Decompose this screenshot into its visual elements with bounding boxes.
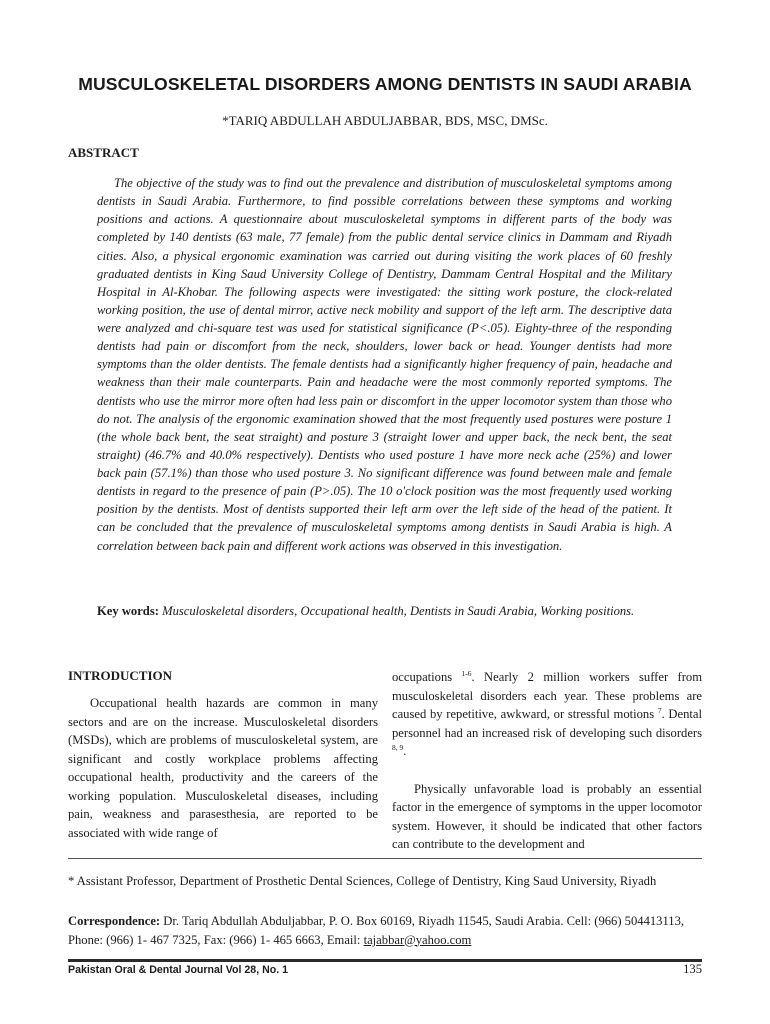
- introduction-paragraph-1-continued: [392, 668, 702, 761]
- footnote-divider: [68, 858, 702, 859]
- keywords-text: Musculoskeletal disorders, Occupational health, Dentists in Saudi Arabia, Working positions.: [162, 604, 635, 618]
- correspondence: [68, 912, 702, 949]
- left-column: [68, 668, 378, 842]
- correspondence-text: Dr. Tariq Abdullah Abduljabbar, P. O. Box 60169, Riyadh 11545, Saudi Arabia. Cell: (966) 504413113, Phone: (966) 1- 467 7325, Fax: (966) 1- 465 6663, Email:: [68, 914, 685, 947]
- continued-text-a: occupations: [392, 670, 453, 684]
- keywords: [97, 602, 672, 622]
- footer-divider: [68, 959, 702, 962]
- continued-text-b: . Nearly 2 million workers suffer from musculoskeletal disorders each year. These problems are caused by repetitive, awkward, or stressful motions: [392, 670, 702, 721]
- introduction-paragraph-1: Occupational health hazards are common in many sectors and are on the increase. Musculoskeletal disorders (MSDs), which are problems of musculoskeletal system, are significant and costly workplace problems affecting occupational health, productivity and the careers of the working population. Musculoskeletal diseases, including pain, weakness and parasesthesia, are reported to be associated with wide range of: [68, 696, 378, 840]
- continued-text-c: . Dental personnel had an increased risk of developing such disorders: [392, 707, 702, 740]
- keywords-label: Key words:: [97, 604, 159, 618]
- page-number: 135: [683, 962, 702, 976]
- citation-ref: 7: [657, 706, 662, 715]
- author-line: *TARIQ ABDULLAH ABDULJABBAR, BDS, MSC, DMSc.: [222, 113, 548, 128]
- correspondence-label: Correspondence:: [68, 914, 161, 928]
- right-column: [392, 668, 702, 854]
- citation-ref: 8, 9: [392, 743, 404, 752]
- article-title: MUSCULOSKELETAL DISORDERS AMONG DENTISTS IN SAUDI ARABIA: [78, 74, 692, 94]
- author-affiliation: * Assistant Professor, Department of Prosthetic Dental Sciences, College of Dentistry, King Saud University, Riyadh: [68, 874, 657, 888]
- abstract-heading: ABSTRACT: [68, 145, 139, 160]
- email-link[interactable]: tajabbar@yahoo.com: [363, 932, 472, 947]
- citation-ref: 1-6: [461, 669, 472, 678]
- journal-name: Pakistan Oral & Dental Journal Vol 28, No. 1: [68, 964, 288, 976]
- continued-text-d: .: [403, 744, 407, 758]
- introduction-paragraph-2: Physically unfavorable load is probably an essential factor in the emergence of symptoms in the upper locomotor system. However, it should be indicated that other factors can contribute to the development and: [392, 781, 702, 851]
- abstract-text: The objective of the study was to find out the prevalence and distribution of musculoskeletal symptoms among dentists in Saudi Arabia. Furthermore, to find possible correlations between these symptoms and working positions and actions. A questionnaire about musculoskeletal symptoms in different parts of the body was completed by 140 dentists (63 male, 77 female) from the public dental service clinics in Dammam and Riyadh cities. Also, a physical ergonomic examination was carried out during visiting the work places of 60 freshly graduated dentists in King Saud University College of Dentistry, Dammam Central Hospital and the Military Hospital in Al-Khobar. The following aspects were investigated: the sitting work posture, the clock-related working position, the use of dental mirror, active neck mobility and support of the left arm. The descriptive data were analyzed and chi-square test was used for statistical significance (P<.05). Eighty-three of the responding dentists had pain or discomfort from the neck, shoulders, lower back or head. Younger dentists had more symptoms than the older dentists. The female dentists had a significantly higher frequency of pain, headache and weakness than their male counterparts. Pain and headache were the most commonly reported symptoms. The dentists who use the mirror more often had less pain or discomfort in the upper locomotor system than those who do not. The analysis of the ergonomic examination showed that the most frequently used postures were posture 1 (the whole back bent, the seat straight) and posture 3 (straight lower and upper back, the neck bent, the seat straight) (46.7% and 40.0% respectively). Dentists who used posture 1 have more neck ache (25%) and lower back pain (57.1%) than those who used posture 3. No significant difference was found between male and female dentists in regard to the presence of pain (P>.05). The 10 o'clock position was the most frequently used working position by the dentists. Most of dentists supported their left arm over the left side of the head of the patient. It can be concluded that the prevalence of musculoskeletal symptoms among dentists in Saudi Arabia is high. A correlation between back pain and different work actions was observed in this investigation.: [97, 176, 672, 553]
- introduction-heading: INTRODUCTION: [68, 668, 173, 683]
